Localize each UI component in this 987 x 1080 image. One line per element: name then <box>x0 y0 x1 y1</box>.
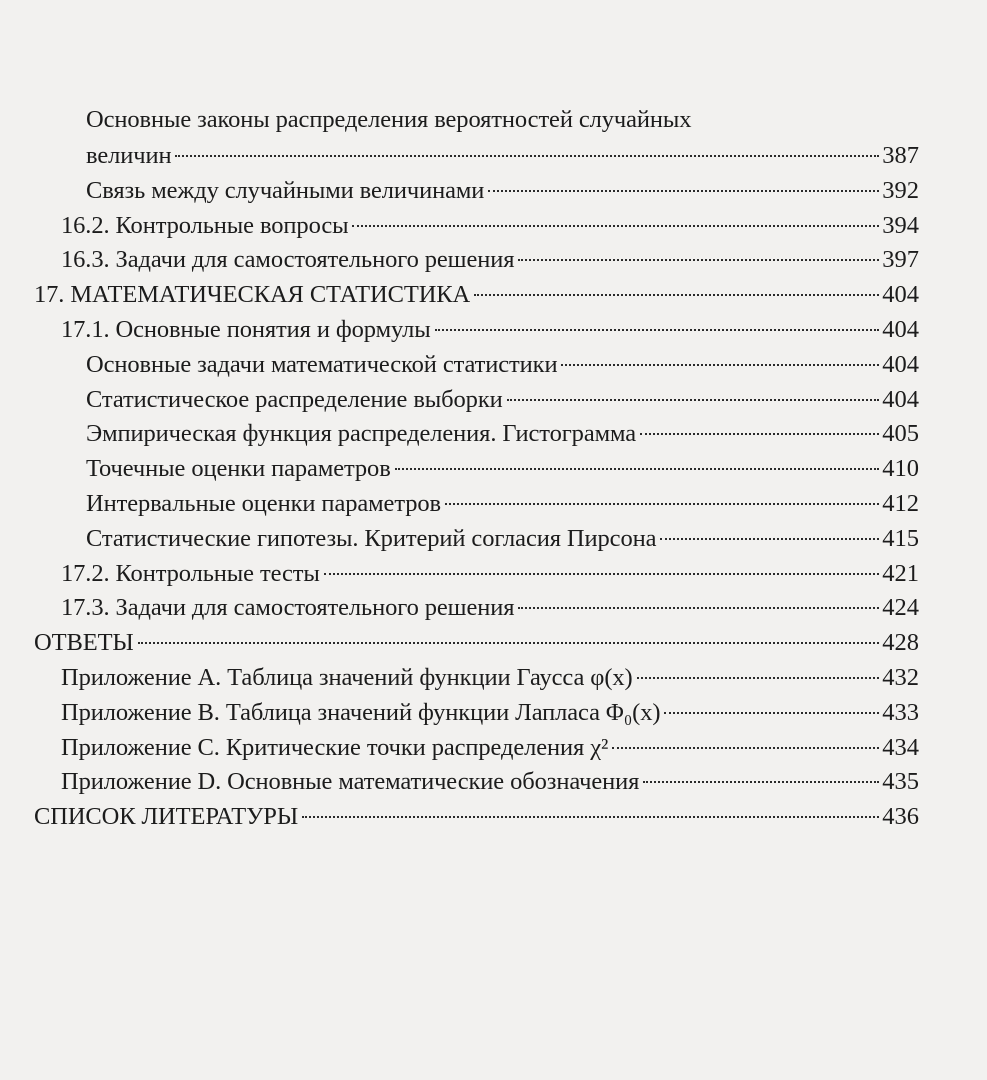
toc-entry <box>34 174 919 209</box>
toc-entry <box>34 383 919 418</box>
toc-entry-title: 17. МАТЕМАТИЧЕСКАЯ СТАТИСТИКА <box>34 281 471 309</box>
toc-entry-page: 404 <box>882 281 919 309</box>
toc-entry-page: 421 <box>882 559 919 587</box>
toc-entry-page: 435 <box>882 768 919 796</box>
toc-entry-title: Основные законы распределения вероятностей случайных <box>86 106 692 133</box>
toc-entry-title: Эмпирическая функция распределения. Гистограмма <box>86 420 637 448</box>
toc-entry <box>34 487 919 522</box>
toc-entry <box>34 522 919 557</box>
toc-entry <box>34 452 919 487</box>
toc-entry <box>34 417 919 452</box>
dot-leader <box>518 607 879 609</box>
toc-entry-page: 434 <box>882 733 919 761</box>
dot-leader <box>175 155 879 157</box>
toc-entry <box>34 661 919 696</box>
toc-entry-title: Приложение D. Основные математические обозначения <box>61 768 640 796</box>
toc-entry-page: 392 <box>882 176 919 204</box>
toc-entry <box>34 139 919 174</box>
toc-entry-title: 17.2. Контрольные тесты <box>61 559 320 587</box>
toc-entry-page: 404 <box>882 315 919 343</box>
dot-leader <box>637 677 880 679</box>
dot-leader <box>664 712 879 714</box>
toc-entry-title: Интервальные оценки параметров <box>86 489 441 517</box>
toc-entry-page: 405 <box>882 420 919 448</box>
toc-entry <box>34 557 919 592</box>
dot-leader <box>561 364 879 366</box>
toc-entry-page: 424 <box>882 594 919 622</box>
toc-entry-page: 428 <box>882 629 919 657</box>
dot-leader <box>352 225 879 227</box>
toc-entry <box>34 348 919 383</box>
toc-entry-title: Приложение С. Критические точки распределения χ² <box>61 733 609 761</box>
dot-leader <box>660 538 879 540</box>
dot-leader <box>488 190 879 192</box>
toc-entry-title: Основные задачи математической статистики <box>86 350 558 378</box>
dot-leader <box>302 816 879 818</box>
toc-entry-page: 433 <box>882 698 919 726</box>
toc-entry <box>34 103 919 139</box>
toc-entry <box>34 209 919 244</box>
toc-entry-page: 394 <box>882 211 919 239</box>
dot-leader <box>445 503 879 505</box>
toc-entry-page: 432 <box>882 663 919 691</box>
dot-leader <box>474 294 879 296</box>
toc-entry-page: 387 <box>882 142 919 169</box>
toc-entry-title: Связь между случайными величинами <box>86 176 485 204</box>
dot-leader <box>324 573 880 575</box>
toc-entry-page: 412 <box>882 489 919 517</box>
toc-entry-page: 410 <box>882 455 919 483</box>
toc-entry-title: СПИСОК ЛИТЕРАТУРЫ <box>34 803 299 831</box>
toc-entry-title: Точечные оценки параметров <box>86 455 391 483</box>
toc-entry-page: 436 <box>882 803 919 831</box>
table-of-contents <box>34 103 919 835</box>
toc-entry-page: 404 <box>882 350 919 378</box>
toc-entry-title: Статистическое распределение выборки <box>86 385 503 413</box>
toc-entry-title: 16.3. Задачи для самостоятельного решения <box>61 246 515 274</box>
dot-leader <box>507 399 880 401</box>
dot-leader <box>138 642 880 644</box>
toc-entry <box>34 765 919 800</box>
dot-leader <box>518 259 879 261</box>
toc-entry-title: величин <box>86 142 172 169</box>
toc-entry-title: Приложение А. Таблица значений функции Гаусса φ(x) <box>61 663 633 691</box>
toc-entry-page: 415 <box>882 524 919 552</box>
dot-leader <box>435 329 880 331</box>
toc-entry <box>34 696 919 731</box>
toc-entry-title: Приложение В. Таблица значений функции Лапласа Φ₀(x) <box>61 698 661 726</box>
dot-leader <box>395 468 880 470</box>
toc-entry <box>34 591 919 626</box>
toc-entry <box>34 800 919 835</box>
dot-leader <box>612 747 879 749</box>
toc-entry-title: Статистические гипотезы. Критерий согласия Пирсона <box>86 524 657 552</box>
toc-entry <box>34 278 919 313</box>
toc-entry <box>34 243 919 278</box>
toc-entry <box>34 731 919 766</box>
dot-leader <box>643 781 879 783</box>
dot-leader <box>640 433 879 435</box>
toc-entry-title: 16.2. Контрольные вопросы <box>61 211 349 239</box>
toc-entry-title: 17.3. Задачи для самостоятельного решения <box>61 594 515 622</box>
toc-entry-page: 397 <box>882 246 919 274</box>
toc-entry-title: ОТВЕТЫ <box>34 629 134 657</box>
toc-entry-title: 17.1. Основные понятия и формулы <box>61 315 431 343</box>
toc-entry <box>34 313 919 348</box>
toc-entry <box>34 626 919 661</box>
toc-entry-page: 404 <box>882 385 919 413</box>
